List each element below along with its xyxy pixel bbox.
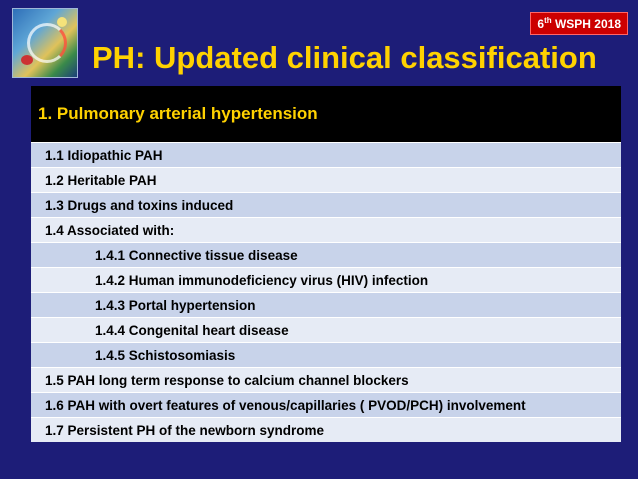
classification-row [31, 192, 621, 217]
row-label: 1.7 Persistent PH of the newborn syndrome [45, 422, 325, 438]
section-header: 1. Pulmonary arterial hypertension [31, 86, 621, 142]
row-label: 1.4.4 Congenital heart disease [95, 322, 289, 338]
classification-row [31, 142, 621, 167]
row-label: 1.4.3 Portal hypertension [95, 297, 256, 313]
classification-row [31, 367, 621, 392]
row-label: 1.4 Associated with: [45, 222, 175, 238]
classification-subrow [31, 242, 621, 267]
logo-swirl [27, 23, 67, 63]
row-label: 1.4.1 Connective tissue disease [95, 247, 298, 263]
row-label: 1.6 PAH with overt features of venous/capillaries ( PVOD/PCH) involvement [45, 397, 526, 413]
classification-row [31, 217, 621, 242]
classification-subrow [31, 317, 621, 342]
logo-red-shape [21, 55, 33, 65]
row-label: 1.4.2 Human immunodeficiency virus (HIV) infection [95, 272, 429, 288]
row-label: 1.5 PAH long term response to calcium channel blockers [45, 372, 409, 388]
wsph-badge: 6th WSPH 2018 [530, 12, 628, 35]
conference-artwork-logo [12, 8, 78, 78]
classification-row [31, 167, 621, 192]
row-label: 1.1 Idiopathic PAH [45, 147, 163, 163]
logo-yellow-shape [57, 17, 67, 27]
classification-subrow [31, 342, 621, 367]
classification-row [31, 417, 621, 442]
row-label: 1.3 Drugs and toxins induced [45, 197, 234, 213]
row-label: 1.4.5 Schistosomiasis [95, 347, 236, 363]
classification-subrow [31, 292, 621, 317]
classification-row [31, 392, 621, 417]
classification-subrow [31, 267, 621, 292]
slide-title: PH: Updated clinical classification [92, 40, 597, 75]
row-label: 1.2 Heritable PAH [45, 172, 157, 188]
classification-table [31, 86, 621, 442]
